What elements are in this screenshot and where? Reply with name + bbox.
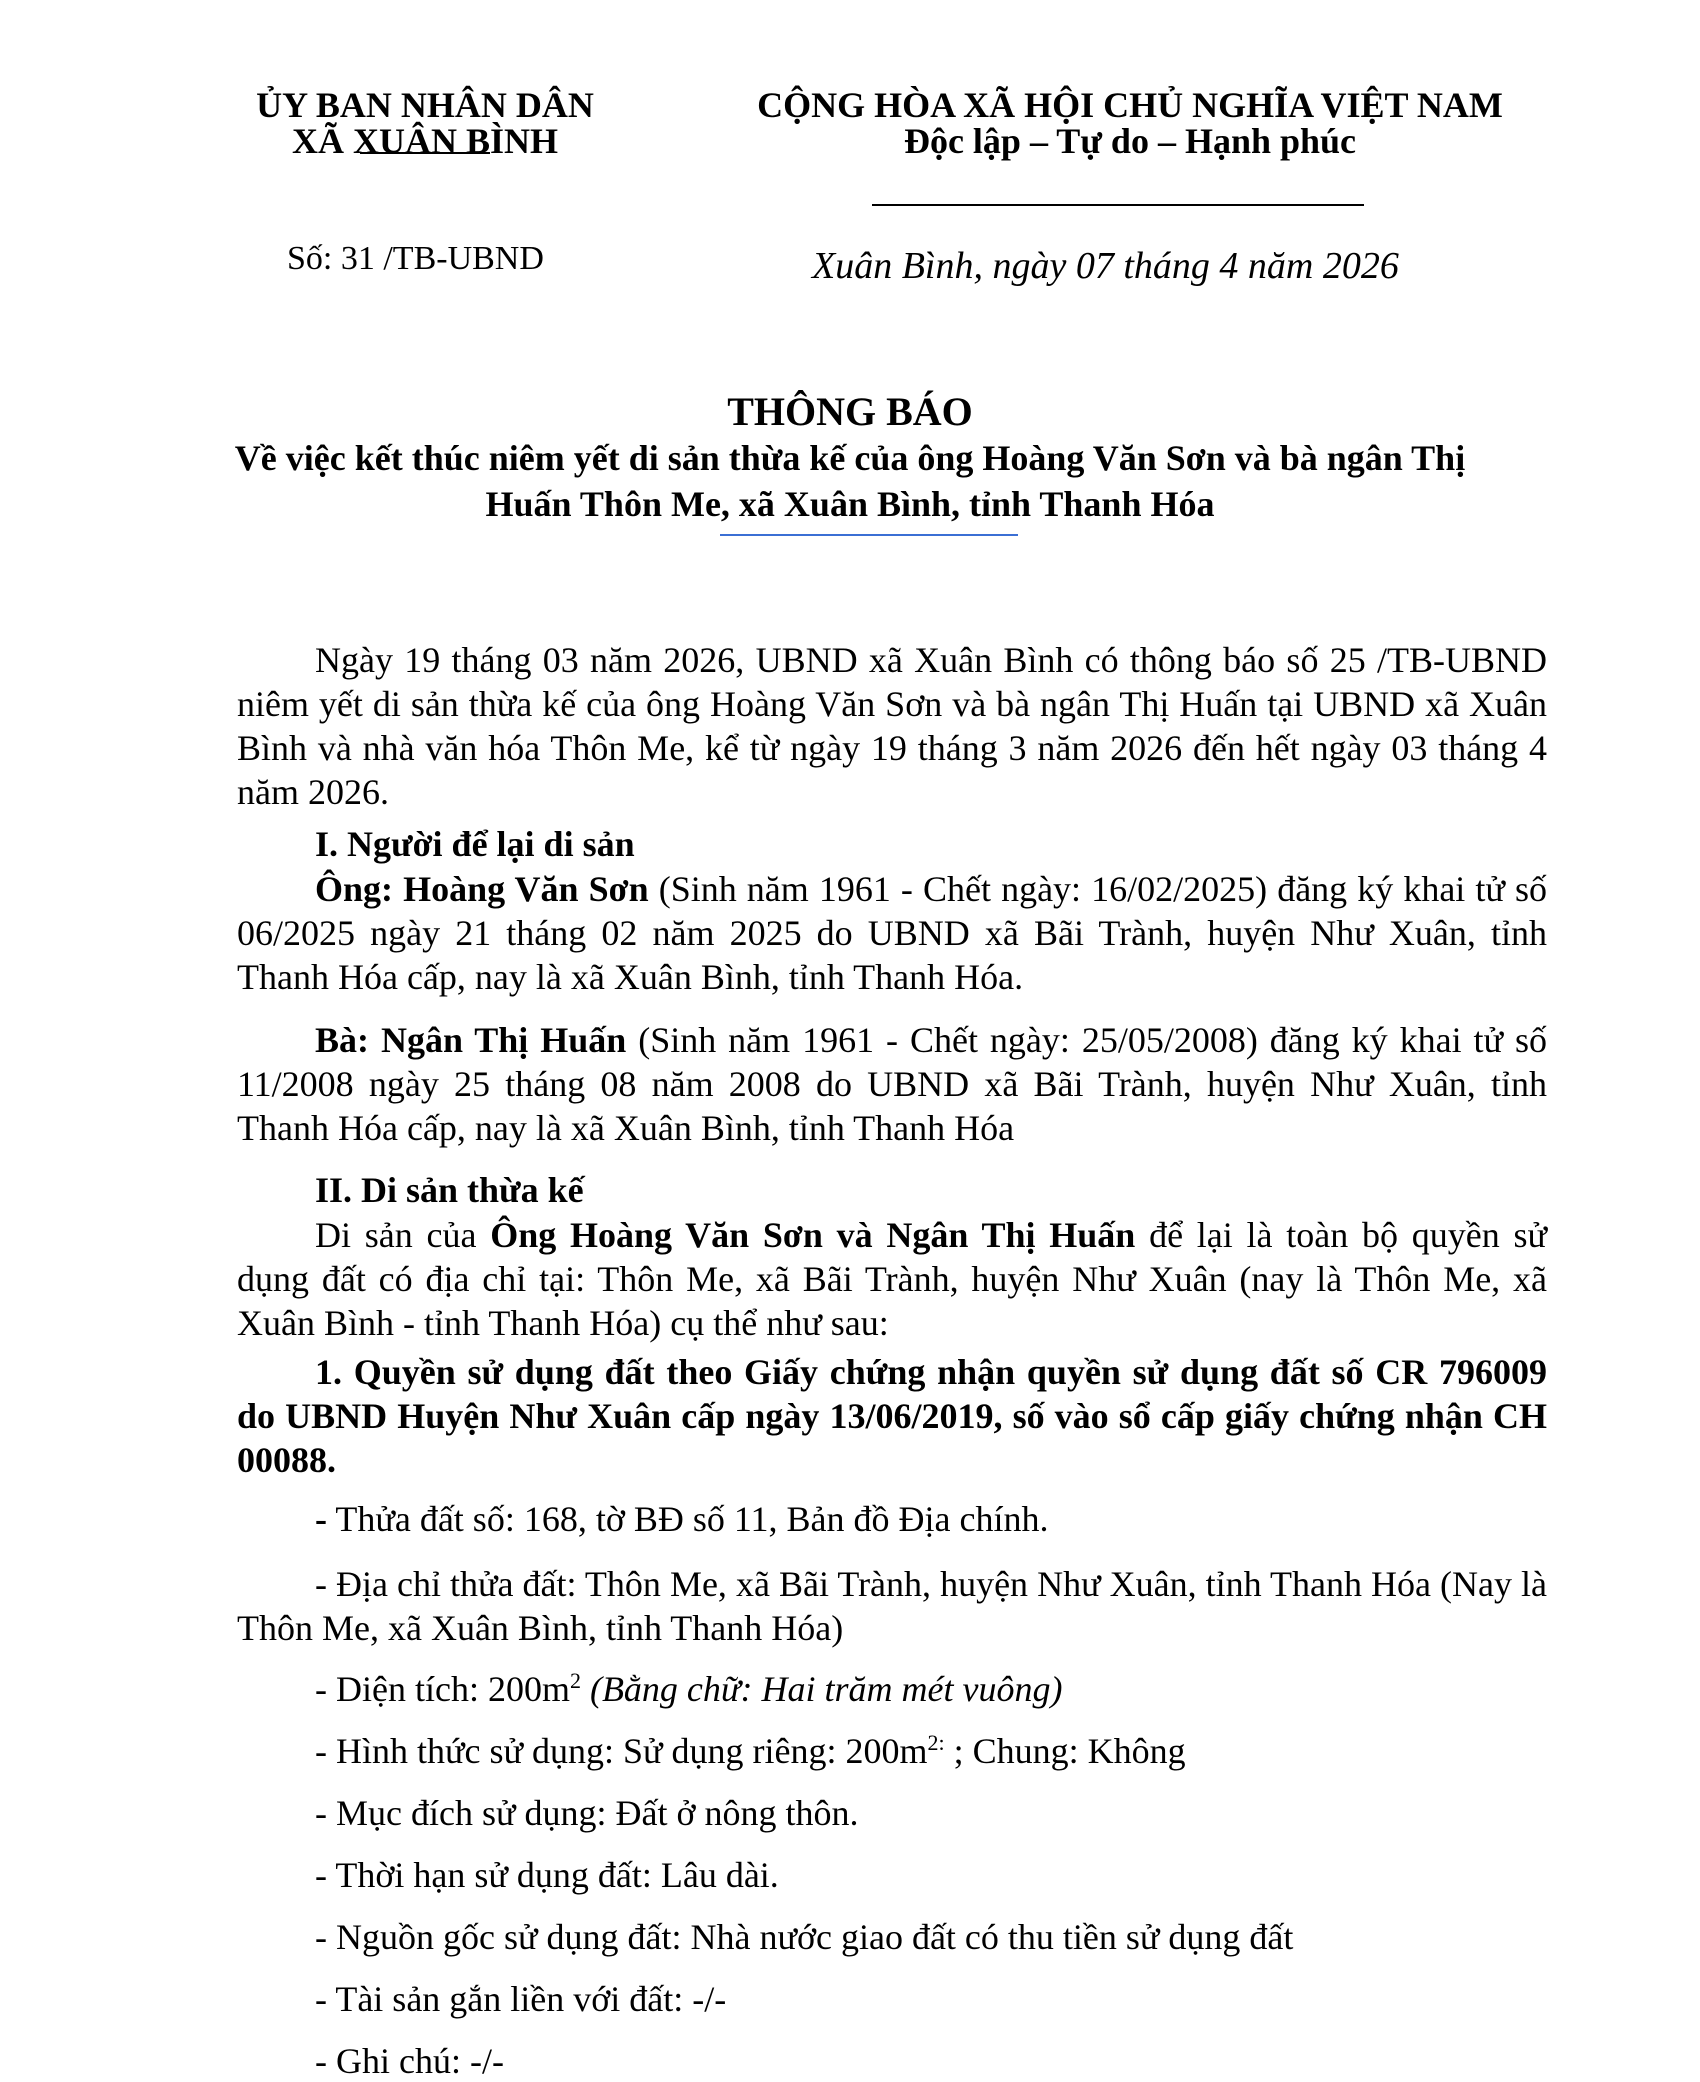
parcel-line [315,1498,1049,1540]
area-value: - Diện tích: 200m [315,1669,570,1709]
deceased-father-name: Ông: Hoàng Văn Sơn [315,869,649,909]
area-unit-exponent: 2 [569,1668,581,1693]
agency-line-2: XÃ XUÂN BÌNH [291,121,558,161]
usage-form-shared: ; Chung: Không [944,1731,1186,1771]
subject-line-2: Huấn Thôn Me, xã Xuân Bình, tỉnh Thanh Hóa [485,484,1215,524]
usage-form-exponent: 2: [927,1730,945,1755]
notes: - Ghi chú: -/- [315,2041,504,2081]
motto-underline [872,204,1364,206]
intro-paragraph: Ngày 19 tháng 03 năm 2026, UBND xã Xuân Bình có thông báo số 25 /TB-UBND niêm yết di sản thừa kế của ông Hoàng Văn Sơn và bà ngân Thị Huấn tại UBND xã Xuân Bình và nhà văn hóa Thôn Me, kể từ ngày 19 tháng 3 năm 2026 đến hết ngày 03 tháng 4 năm 2026. [237,640,1547,812]
nation-title: CỘNG HÒA XÃ HỘI CHỦ NGHĨA VIỆT NAM [757,85,1503,125]
land-origin: - Nguồn gốc sử dụng đất: Nhà nước giao đất có thu tiền sử dụng đất [315,1917,1294,1957]
usage-term: - Thời hạn sử dụng đất: Lâu dài. [315,1855,779,1895]
parcel-dash: - [315,1499,327,1539]
estate-paragraph [237,1213,1547,1345]
deceased-mother-details: (Sinh năm 1961 - Chết ngày: 25/05/2008) đăng ký khai tử số 11/2008 ngày 25 tháng 08 năm 2008 do UBND xã Bãi Trành, huyện Như Xuân, tỉnh Thanh Hóa cấp, nay là xã Xuân Bình, tỉnh Thanh Hóa [237,1020,1547,1148]
section-heading-estate: II. Di sản thừa kế [315,1170,584,1210]
issuing-agency [200,84,650,162]
parcel-number: Thửa đất số: 168, tờ BĐ số 11, Bản đồ Địa chính. [327,1499,1049,1539]
document-number: Số: 31 /TB-UBND [287,240,544,277]
usage-form-line [315,1730,1186,1772]
usage-purpose: - Mục đích sử dụng: Đất ở nông thôn. [315,1793,859,1833]
place-and-date: Xuân Bình, ngày 07 tháng 4 năm 2026 [812,245,1399,287]
estate-description: để lại là toàn bộ quyền sử dụng đất có địa chỉ tại: Thôn Me, xã Bãi Trành, huyện Như Xuân (nay là Thôn Me, xã Xuân Bình - tỉnh Thanh Hóa) cụ thể như sau: [237,1215,1547,1343]
deceased-father-details: (Sinh năm 1961 - Chết ngày: 16/02/2025) đăng ký khai tử số 06/2025 ngày 21 tháng 02 năm 2025 do UBND xã Bãi Trành, huyện Như Xuân, tỉnh Thanh Hóa cấp, nay là xã Xuân Bình, tỉnh Thanh Hóa. [237,869,1547,997]
attached-assets: - Tài sản gắn liền với đất: -/- [315,1979,727,2019]
deceased-father-paragraph [237,867,1547,999]
agency-underline [360,152,490,154]
estate-intro: Di sản của [315,1215,491,1255]
area-in-words: (Bằng chữ: Hai trăm mét vuông) [580,1669,1063,1709]
subject-line-1: Về việc kết thúc niêm yết di sản thừa kế của ông Hoàng Văn Sơn và bà ngân Thị [234,438,1466,478]
deceased-mother-paragraph [237,1018,1547,1150]
section-heading-deceased: I. Người để lại di sản [315,824,635,864]
title-underline [720,534,1018,536]
parcel-address: - Địa chỉ thửa đất: Thôn Me, xã Bãi Trành, huyện Như Xuân, tỉnh Thanh Hóa (Nay là Thôn Me, xã Xuân Bình, tỉnh Thanh Hóa) [237,1564,1547,1648]
usage-form-private: - Hình thức sử dụng: Sử dụng riêng: 200m [315,1731,928,1771]
agency-line-1: ỦY BAN NHÂN DÂN [256,85,594,125]
document-title: THÔNG BÁO [727,389,973,434]
estate-owners: Ông Hoàng Văn Sơn và Ngân Thị Huấn [490,1215,1136,1255]
area-line [315,1668,1063,1710]
land-certificate-heading: 1. Quyền sử dụng đất theo Giấy chứng nhận quyền sử dụng đất số CR 796009 do UBND Huyện Như Xuân cấp ngày 13/06/2019, số vào sổ cấp giấy chứng nhận CH 00088. [237,1352,1547,1480]
national-motto: Độc lập – Tự do – Hạnh phúc [903,121,1357,161]
national-header [730,84,1530,162]
deceased-mother-name: Bà: Ngân Thị Huấn [315,1020,627,1060]
